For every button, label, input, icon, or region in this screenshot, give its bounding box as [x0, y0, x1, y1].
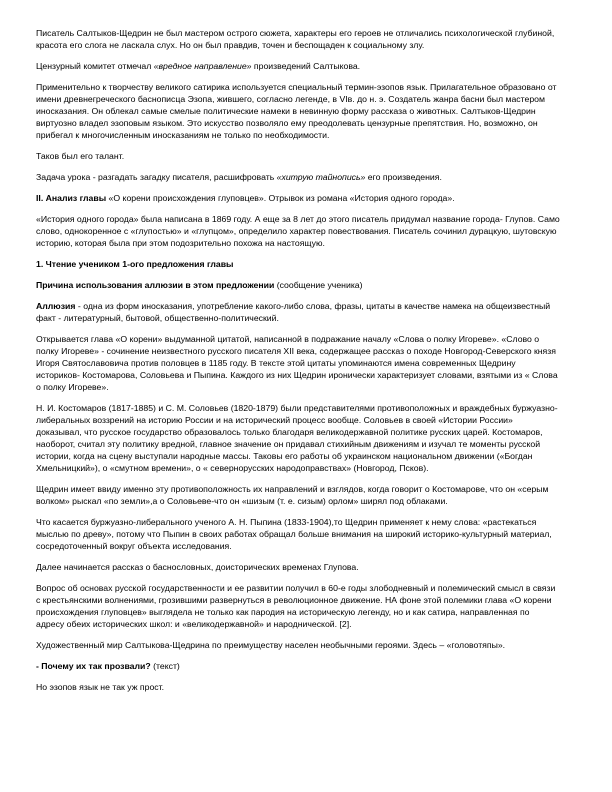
question-bold: - Почему их так прозвали?: [36, 661, 151, 671]
text: произведений Салтыкова.: [251, 61, 361, 71]
italic-quote: «хитрую тайнопись»: [276, 172, 366, 182]
term: Аллюзия: [36, 301, 76, 311]
paragraph: Н. И. Костомаров (1817-1885) и С. М. Соловьев (1820-1879) были представителями противоположных и враждебных буржуазно-либеральных воззрений на историю России и на исторический процесс вообще. Соловьев в своей «Истории России» доказывал, что русское государство образовалось только благодаря великодержавной политике русских царей. Костомаров, наоборот, считал эту политику вредной, главное значение он придавал стихийным движениям и изучал те моменты русской истории, когда на сцену выступали народные массы. Таковы его работы об украинском национальном движении («Богдан Хмельницкий»), о «смутном времени», о « севернорусских народоправствах» (Новгород, Псков).: [36, 403, 558, 473]
paragraph: «История одного города» была написана в 1869 году. А еще за 8 лет до этого писатель придумал название города- Глупов. Само слово, однокоренное с «глупостью» и «глупцом», определило характер повествования. Писатель сочинил дурацкую, шутовскую историю, которая была при этом подозрительно похожа на настоящую.: [36, 214, 560, 248]
paragraph: Применительно к творчеству великого сатирика используется специальный термин-эзопов язык. Прилагательное образовано от имени древнегреческого баснописца Эзопа, жившего, согласно легенде, в VIв. до н. э. Создатель жанра басни был мастером иносказания. Он облекал самые смелые политические намеки в невинную форму рассказа о животных. Салтыков-Щедрин виртуозно владел эзоповым языком. Это искусство позволяло ему преодолевать цензурные препятствия. Но, возможно, он прибегал к многочисленным иносказаниям не только по необходимости.: [36, 82, 557, 140]
paragraph: Таков был его талант.: [36, 151, 125, 161]
text: его произведения.: [365, 172, 442, 182]
definition: [36, 300, 560, 324]
subheading: [36, 258, 560, 270]
paragraph: Далее начинается рассказ о баснословных, доисторических временах Глупова.: [36, 562, 359, 572]
document-body: [36, 27, 560, 702]
heading-bold: 1. Чтение учеником 1-ого предложения главы: [36, 259, 234, 269]
paragraph: Вопрос об основах русской государственности и ее развитии получил в 60-е годы злободневный и полемический смысл в связи с крестьянскими волнениями, грозившими развернуться в революционное движение. НА фоне этой полемики глава «О корени происхождения глуповцев» выглядела не только как пародия на историческую легенду, но и как сатира, направленная по адресу обеих исторических школ: и «великодержавной» и народнической. [2].: [36, 583, 556, 629]
text: (текст): [150, 661, 180, 671]
italic-quote: «вредное направление»: [153, 61, 252, 71]
question: [36, 660, 560, 672]
paragraph: Художественный мир Салтыкова-Щедрина по преимуществу населен необычными героями. Здесь – «головотяпы».: [36, 640, 506, 650]
heading-bold: Причина использования аллюзии в этом предложении: [36, 280, 275, 290]
section-heading: [36, 192, 560, 204]
paragraph: Щедрин имеет ввиду именно эту противоположность их направлений и взглядов, когда говорит о Костомарове, что он «серым волком» рыскал «по земли»,а о Соловьеве-что он «шизым (т. е. сизым) орлом» ширял под облаками.: [36, 484, 549, 506]
paragraph: [36, 171, 560, 183]
text: (сообщение ученика): [274, 280, 363, 290]
text: Задача урока - разгадать загадку писателя, расшифровать: [36, 172, 277, 182]
paragraph: Что касается буржуазно-либерального ученого А. Н. Пыпина (1833-1904),то Щедрин применяет к нему слова: «растекаться мыслью по древу», потому что Пыпин в своих работах обращал больше внимания на широкий историко-культурный материал, сосредоточенный вокруг объекта исследования.: [36, 517, 552, 551]
paragraph: [36, 60, 560, 72]
paragraph: Но эзопов язык не так уж прост.: [36, 682, 165, 692]
paragraph: Открывается глава «О корени» выдуманной цитатой, написанной в подражание началу «Слова о полку Игореве». «Слово о полку Игореве» - сочинение неизвестного русского писателя XII века, содержащее рассказ о походе Новгород-Северского князя Игоря Святославовича против половцев в 1185 году. В тексте этой цитаты упоминаются имена современных Щедрину историков- Костомарова, Соловьева и Пыпина. Каждого из них Щедрин иронически характеризует словами, взятыми из « Слова о полку Игореве».: [36, 334, 558, 392]
paragraph: Писатель Салтыков-Щедрин не был мастером острого сюжета, характеры его героев не отличались психологической глубиной, красота его слога не ласкала слух. Но он был правдив, точен и беспощаден к социальному злу.: [36, 28, 555, 50]
heading-bold: II. Анализ главы: [36, 193, 107, 203]
text: «О корени происхождения глуповцев». Отрывок из романа «История одного города».: [106, 193, 455, 203]
text: Цензурный комитет отмечал: [36, 61, 154, 71]
text: - одна из форм иносказания, употребление какого-либо слова, фразы, цитаты в качестве намека на общеизвестный факт - литературный, бытовой, общественно-политический.: [36, 301, 551, 323]
subheading: [36, 279, 560, 291]
